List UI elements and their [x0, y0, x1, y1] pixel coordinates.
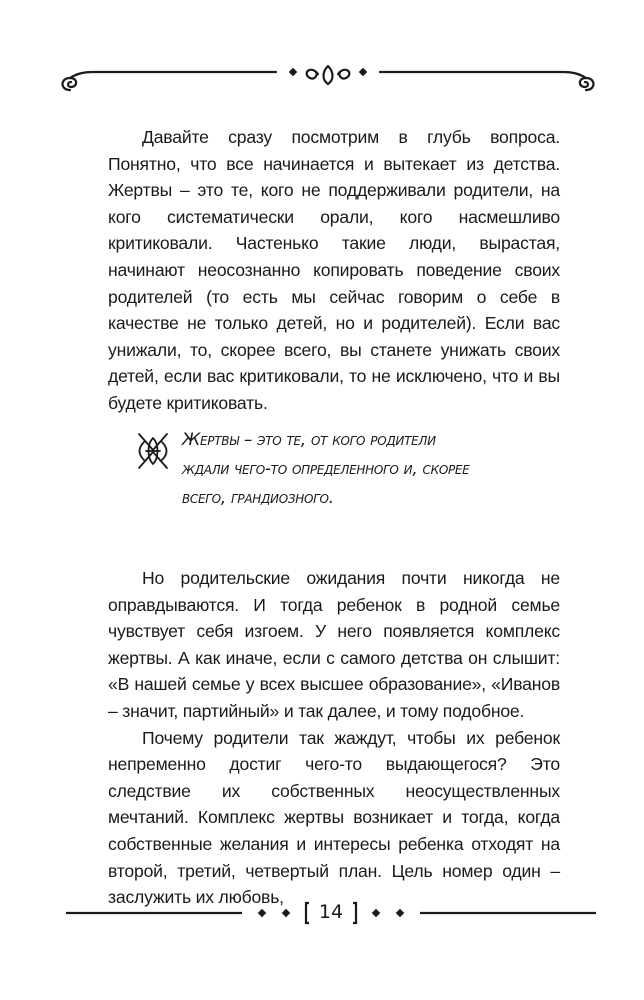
- celtic-knot-ornament-icon: [136, 430, 170, 472]
- quote-line: всего, грандиозного.: [182, 488, 334, 508]
- paragraph: Почему родители так жаждут, чтобы их ребенок непременно достиг чего-то выдающегося? Это следствие их собственных неосуществленных мечтаний. Комплекс жертвы возникает и тогда, когда собственные желания и интересы ребенка отходят на второй, третий, четвертый план. Цель номер один – заслужить их любовь,: [108, 727, 560, 908]
- paragraph: Но родительские ожидания почти никогда не оправдываются. И тогда ребенок в родной семье чувствует себя изгоем. У него появляется комплекс жертвы. А как иначе, если с самого детства он слышит: «В нашей семье у всех высшее образование», «Иванов – значит, партийный» и так далее, и тому подобное.: [108, 568, 560, 721]
- quote-line: ждали чего-то определенного и, скорее: [182, 459, 470, 479]
- quote-text: [182, 426, 566, 513]
- paragraph: Давайте сразу посмотрим в глубь вопроса. Понятно, что все начинается и вытекает из детства. Жертвы – это те, кого не поддерживали родители, на кого систематически орали, кого насмешливо критиковали. Частенько такие люди, вырастая, начинают неосознанно копировать поведение своих родителей (то есть мы сейчас говорим о себе в качестве не только детей, но и родителей). Если вас унижали, то, скорее всего, вы станете унижать своих детей, если вас критиковали, то не исключено, что и вы будете критиковать.: [108, 127, 560, 413]
- page-number: 14: [318, 901, 344, 923]
- header-flourish-icon: [58, 60, 598, 100]
- body-text-top: [108, 124, 560, 417]
- page-footer: [66, 895, 596, 931]
- quote-line: Жертвы – это те, от кого родители: [182, 430, 436, 450]
- header-ornament: [58, 60, 598, 100]
- body-text-bottom: [108, 565, 560, 911]
